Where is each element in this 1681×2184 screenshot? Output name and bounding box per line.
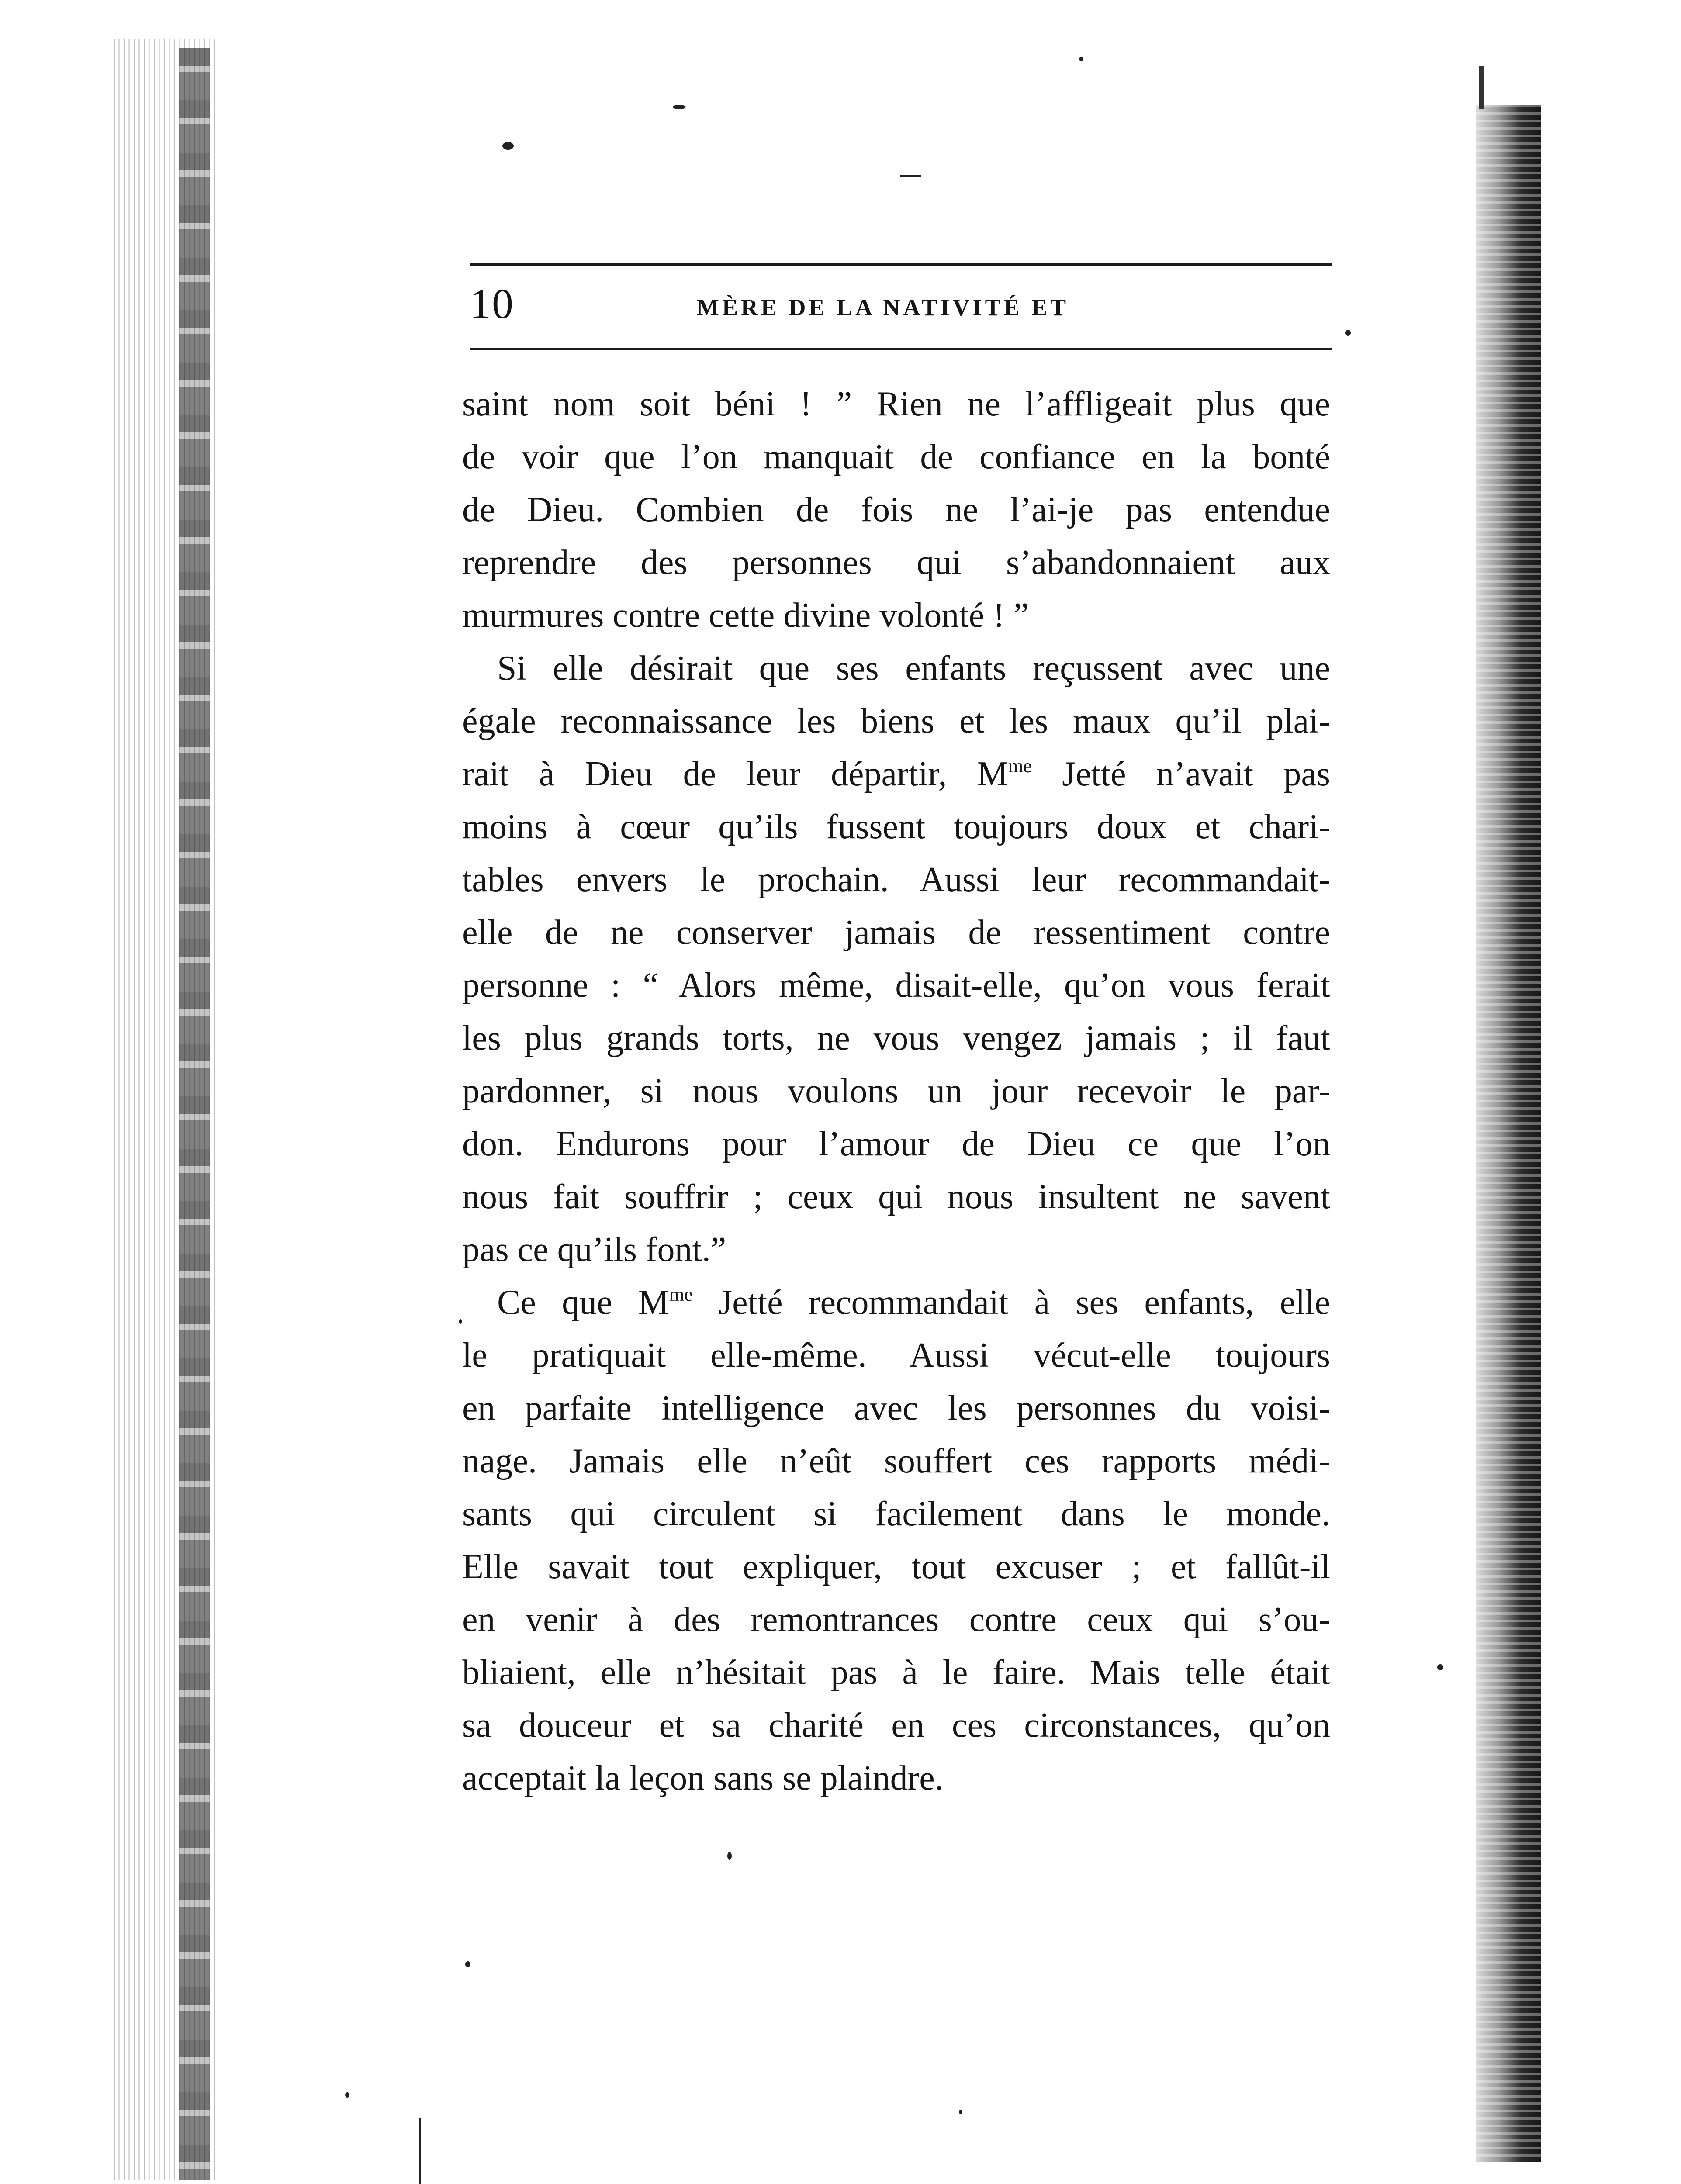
text-line: de voir que l’on manquait de confiance en la bonté	[462, 438, 1330, 476]
text-segment: rait à Dieu de leur départir,	[462, 755, 947, 793]
text-line: nage. Jamais elle n’eût souffert ces rapports médi-	[462, 1442, 1330, 1480]
text-line: tables envers le prochain. Aussi leur recommandait-	[462, 860, 1330, 899]
paragraph-start-line: Si elle désirait que ses enfants reçussent avec une	[497, 649, 1330, 688]
text-line: elle de ne conserver jamais de ressentiment contre	[462, 913, 1330, 952]
scan-speck	[1437, 1664, 1443, 1670]
text-segment: Jetté n’avait pas	[1062, 755, 1331, 793]
scan-binding-shadow	[179, 48, 210, 2180]
text-line: égale reconnaissance les biens et les maux qu’il plai-	[462, 702, 1330, 740]
text-line: sants qui circulent si facilement dans le monde.	[462, 1495, 1330, 1533]
text-segment: Jetté recommandait à ses enfants, elle	[718, 1283, 1331, 1322]
header-rule-top	[470, 263, 1332, 266]
running-title: MÈRE DE LA NATIVITÉ ET	[697, 294, 1069, 321]
scan-edge-right-top	[1479, 66, 1484, 109]
text-line: reprendre des personnes qui s’abandonnaient aux	[462, 543, 1330, 582]
paragraph-start-line	[462, 1276, 1330, 1329]
text-line: bliaient, elle n’hésitait pas à le faire. Mais telle était	[462, 1653, 1330, 1692]
text-line: le pratiquait elle-même. Aussi vécut-elle toujours	[462, 1336, 1330, 1375]
scan-speck	[345, 2092, 349, 2098]
scan-stroke	[419, 2118, 421, 2184]
scan-edge-right-texture	[1476, 105, 1541, 2162]
mme-abbrev: $M^{me}$	[977, 755, 1032, 793]
text-line: Elle savait tout expliquer, tout excuser ; et fallût-il	[462, 1548, 1330, 1586]
text-line: moins à cœur qu’ils fussent toujours doux et chari-	[462, 808, 1330, 846]
page-number: 10	[470, 280, 514, 328]
body-text	[462, 378, 1330, 1805]
scan-speck	[1079, 57, 1083, 61]
text-line: don. Endurons pour l’amour de Dieu ce que l’on	[462, 1125, 1330, 1163]
scan-speck	[673, 105, 686, 109]
text-line: les plus grands torts, ne vous vengez jamais ; il faut	[462, 1019, 1330, 1057]
text-line: en venir à des remontrances contre ceux qui s’ou-	[462, 1600, 1330, 1639]
text-line: en parfaite intelligence avec les personnes du voisi-	[462, 1389, 1330, 1427]
text-line: saint nom soit béni ! ” Rien ne l’affligeait plus que	[462, 385, 1330, 423]
text-line: murmures contre cette divine volonté ! ”	[462, 596, 1029, 635]
text-segment: Ce que	[497, 1283, 612, 1322]
text-line: pardonner, si nous voulons un jour recevoir le par-	[462, 1072, 1330, 1110]
text-line-with-abbrev	[462, 748, 1330, 801]
scan-speck	[727, 1852, 732, 1860]
text-line: de Dieu. Combien de fois ne l’ai-je pas entendue	[462, 491, 1330, 529]
text-line: acceptait la leçon sans se plaindre.	[462, 1759, 944, 1797]
scan-speck	[465, 1961, 470, 1967]
scan-speck	[1345, 330, 1351, 336]
mme-abbrev: $M^{me}$	[638, 1283, 693, 1322]
text-line: nous fait souffrir ; ceux qui nous insultent ne savent	[462, 1178, 1330, 1216]
scan-speck	[459, 1319, 462, 1324]
scan-stroke	[900, 175, 921, 177]
header-rule-bottom	[470, 348, 1332, 350]
scan-speck	[959, 2110, 962, 2114]
text-line: sa douceur et sa charité en ces circonstances, qu’on	[462, 1706, 1330, 1745]
text-line: pas ce qu’ils font.”	[462, 1230, 726, 1269]
text-line: personne : “ Alors même, disait-elle, qu’on vous ferait	[462, 966, 1330, 1005]
scan-speck	[502, 142, 514, 150]
